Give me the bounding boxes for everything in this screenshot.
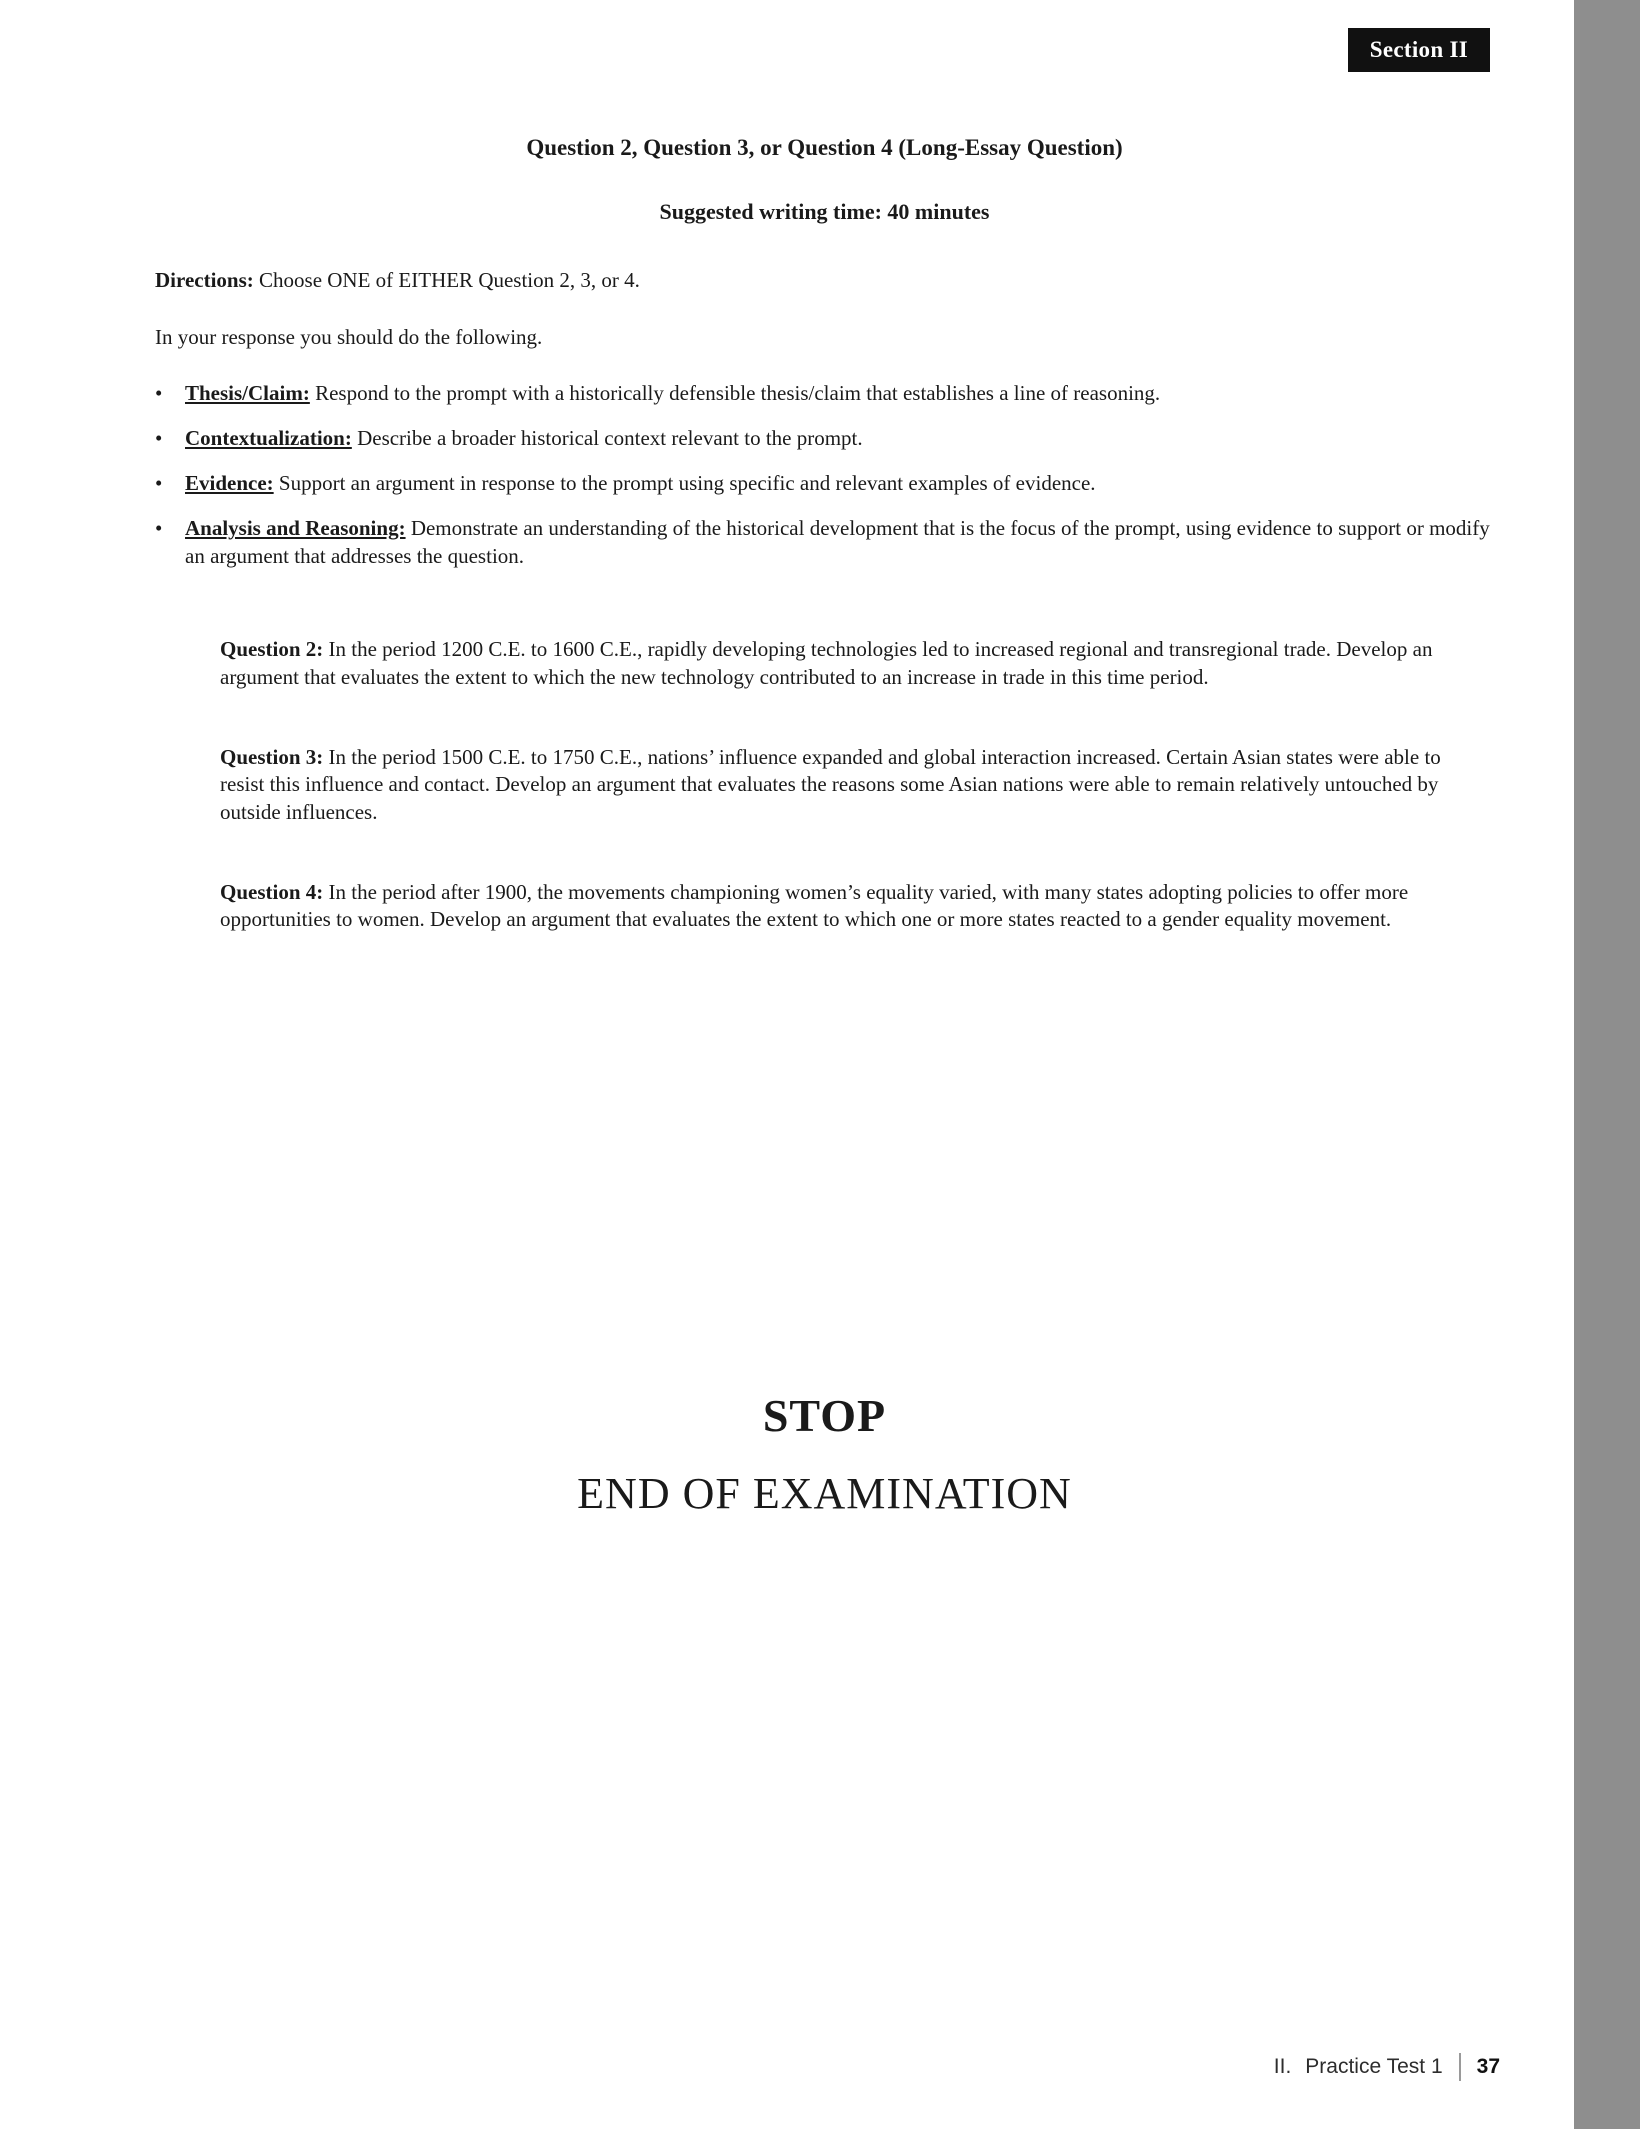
bullet-text: Respond to the prompt with a historically defensible thesis/claim that establishes a line of reasoning.: [315, 380, 1161, 405]
directions: [155, 267, 1494, 294]
bullet-label: Analysis and Reasoning:: [185, 516, 406, 541]
bullet-text: Describe a broader historical context relevant to the prompt.: [357, 425, 863, 450]
questions-section: [155, 636, 1494, 934]
intro-text: In your response you should do the following.: [155, 325, 543, 350]
bullet-icon: [155, 470, 185, 497]
bullet-icon: [155, 425, 185, 452]
page-footer: [1274, 2053, 1500, 2081]
section-badge: Section II: [1348, 28, 1490, 72]
question-label: Question 2:: [220, 637, 324, 662]
page-edge-band: [1574, 0, 1640, 2129]
question-block: [220, 744, 1474, 827]
footer-divider: [1459, 2053, 1461, 2081]
directions-label: Directions:: [155, 268, 254, 292]
question-block: [220, 636, 1474, 691]
list-item: [155, 380, 1494, 407]
list-item: [155, 470, 1494, 497]
bullet-icon: [155, 515, 185, 570]
question-text: In the period after 1900, the movements championing women’s equality varied, with many states adopting policies to offer more opportunities to women. Develop an argument that evaluates the extent to which one or more states reacted to a gender equality movement.: [220, 879, 1409, 932]
bullet-label: Evidence:: [185, 471, 274, 496]
end-of-examination-heading: END OF EXAMINATION: [577, 1469, 1072, 1519]
bullet-body: [185, 425, 1494, 452]
question-text: In the period 1500 C.E. to 1750 C.E., nations’ influence expanded and global interaction increased. Certain Asian states were able to resist this influence and contact. Develop an argument that evaluates the reasons some Asian nations were able to remain relatively untouched by outside influences.: [220, 744, 1441, 824]
page-title: Question 2, Question 3, or Question 4 (Long-Essay Question): [526, 135, 1123, 160]
bullet-text: Support an argument in response to the prompt using specific and relevant examples of evidence.: [278, 471, 1096, 496]
bullet-icon: [155, 380, 185, 407]
list-item: [155, 515, 1494, 570]
question-label: Question 3:: [220, 744, 324, 769]
requirements-list: [155, 380, 1494, 570]
directions-text: Choose ONE of EITHER Question 2, 3, or 4.: [259, 268, 640, 292]
bullet-label: Thesis/Claim:: [185, 380, 310, 405]
list-item: [155, 425, 1494, 452]
page-number: 37: [1476, 2055, 1500, 2078]
bullet-body: [185, 515, 1494, 570]
footer-section-number: II.: [1273, 2055, 1292, 2078]
bullet-body: [185, 470, 1494, 497]
question-label: Question 4:: [220, 879, 324, 904]
stop-heading: STOP: [762, 1390, 887, 1442]
footer-title: Practice Test 1: [1305, 2055, 1443, 2078]
bullet-text: Demonstrate an understanding of the historical development that is the focus of the prompt, using evidence to support or modify an argument that addresses the question.: [185, 516, 1490, 568]
bullet-label: Contextualization:: [185, 425, 352, 450]
bullet-body: [185, 380, 1494, 407]
question-text: In the period 1200 C.E. to 1600 C.E., rapidly developing technologies led to increased regional and transregional trade. Develop an argument that evaluates the extent to which the new technology contributed to an increase in trade in this time period.: [220, 637, 1433, 689]
question-block: [220, 879, 1474, 934]
writing-time-subtitle: Suggested writing time: 40 minutes: [659, 199, 990, 224]
